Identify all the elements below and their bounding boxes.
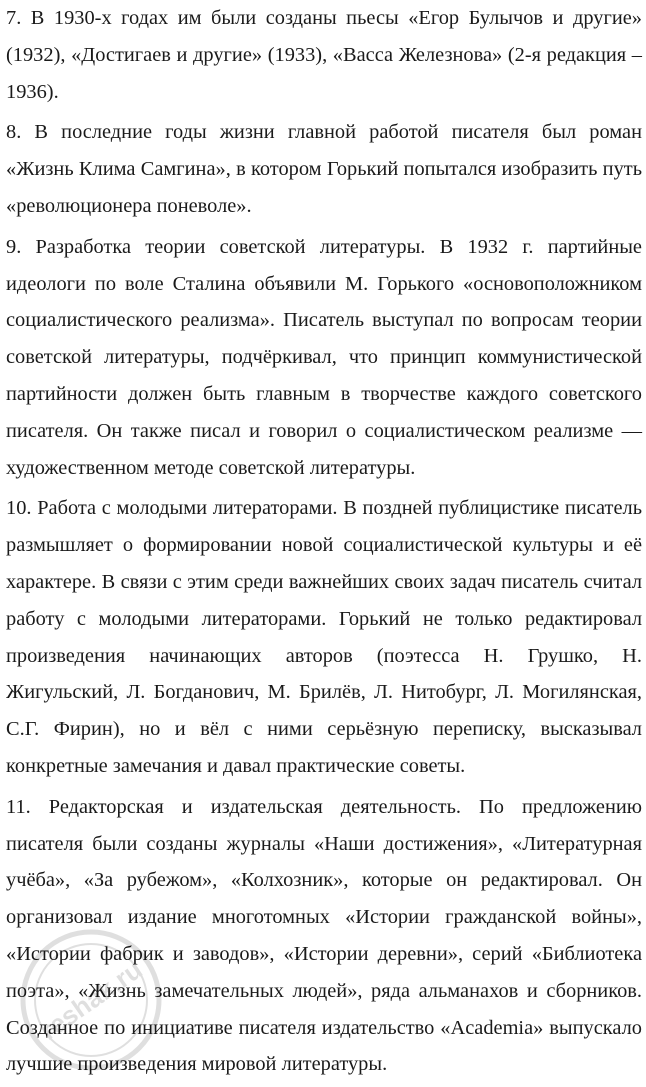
paragraph-7: 7. В 1930-х годах им были созданы пьесы «Егор Булычов и другие» (1932), «Достигаев и другие» (1933), «Васса Железнова» (2-я редакция – 1936). xyxy=(6,7,642,103)
paragraph-10: 10. Работа с молодыми литераторами. В поздней публицистике писатель размышляет о формировании новой социалистической культуры и её характере. В связи с этим среди важнейших своих задач писатель считал работу с молодыми литераторами. Горький не только редактировал произведения начинающих авторов (поэтесса Н. Грушко, Н. Жигульский, Л. Богданович, М. Брилёв, Л. Нитобург, Л. Могилянская, С.Г. Фирин), но и вёл с ними серьёзную переписку, высказывал конкретные замечания и давал практические советы. xyxy=(6,497,642,777)
paragraph-9: 9. Разработка теории советской литературы. В 1932 г. партийные идеологи по воле Сталина объявили М. Горького «основоположником социалистического реализма». Писатель выступал по вопросам теории советской литературы, подчёркивал, что принцип коммунистической партийности должен быть главным в творчестве каждого советского писателя. Он также писал и говорил о социалистическом реализме — художественном методе советской литературы. xyxy=(6,235,642,479)
paragraph-8: 8. В последние годы жизни главной работой писателя был роман «Жизнь Клима Самгина», в котором Горький попытался изобразить путь «революционера поневоле». xyxy=(6,121,642,217)
watermark-text: reshak.ru xyxy=(34,954,148,1046)
document-page xyxy=(6,0,642,1087)
paragraph-11: 11. Редакторская и издательская деятельность. По предложению писателя были созданы журналы «Наши достижения», «Литературная учёба», «За рубежом», «Колхозник», которые он редактировал. Он организовал издание многотомных «Истории гражданской войны», «Истории фабрик и заводов», «Истории деревни», серий «Библиотека поэта», «Жизнь замечательных людей», ряда альманахов и сборников. Созданное по инициативе писателя издательство «Academia» выпускало лучшие произведения мировой литературы. xyxy=(6,795,642,1076)
